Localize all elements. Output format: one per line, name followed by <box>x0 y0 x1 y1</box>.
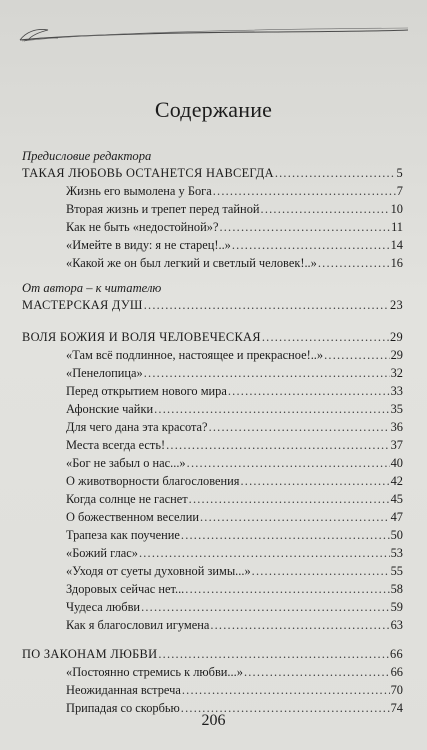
toc-entry-title: Афонские чайки <box>66 402 154 416</box>
toc-entry[interactable] <box>66 618 403 633</box>
toc-heading-title: ВОЛЯ БОЖИЯ И ВОЛЯ ЧЕЛОВЕЧЕСКАЯ <box>22 330 261 344</box>
leader-dots <box>210 618 389 633</box>
toc-entry[interactable] <box>66 683 403 698</box>
toc-page-number: 16 <box>390 256 403 270</box>
toc-page-number: 74 <box>390 701 403 715</box>
leader-dots <box>252 564 390 579</box>
leader-dots <box>139 546 390 561</box>
toc-page-number: 11 <box>391 220 403 234</box>
section-intro: Предисловие редактора <box>22 149 152 163</box>
toc-entry[interactable] <box>66 202 403 217</box>
leader-dots <box>189 492 390 507</box>
toc-entry-title: О животворности благословения <box>66 474 240 488</box>
leader-dots <box>144 366 390 381</box>
toc-entry-title: Вторая жизнь и трепет перед тайной <box>66 202 260 216</box>
toc-entry[interactable] <box>66 546 403 561</box>
toc-entry-title: Перед открытием нового мира <box>66 384 227 398</box>
leader-dots <box>182 683 390 698</box>
toc-entry[interactable] <box>66 456 403 471</box>
toc-page-number: 55 <box>390 564 403 578</box>
leader-dots <box>318 256 390 271</box>
toc-page-number: 29 <box>390 330 403 344</box>
toc-page-number: 29 <box>390 348 403 362</box>
toc-heading[interactable] <box>22 647 403 662</box>
toc-entry[interactable] <box>66 238 403 253</box>
section-intro: От автора – к читателю <box>22 281 162 295</box>
toc-page-number: 40 <box>390 456 403 470</box>
toc-entry-title: «Уходя от суеты духовной зимы...» <box>66 564 251 578</box>
toc-entry-title: Жизнь его вымолена у Бога <box>66 184 212 198</box>
toc-entry-title: Припадая со скорбью <box>66 701 180 715</box>
toc-entry[interactable] <box>66 402 403 417</box>
toc-entry[interactable] <box>66 184 403 199</box>
toc-entry[interactable] <box>66 220 403 235</box>
leader-dots <box>244 665 390 680</box>
leader-dots <box>275 166 396 181</box>
toc-page-number: 33 <box>390 384 403 398</box>
toc-page-number: 66 <box>390 665 403 679</box>
toc-page-number: 10 <box>390 202 403 216</box>
toc-heading-title: ТАКАЯ ЛЮБОВЬ ОСТАНЕТСЯ НАВСЕГДА <box>22 166 274 180</box>
toc-page-number: 36 <box>390 420 403 434</box>
toc-entry[interactable] <box>66 256 403 271</box>
toc-entry-title: «Пенелопица» <box>66 366 143 380</box>
leader-dots <box>232 238 390 253</box>
toc-heading-title: ПО ЗАКОНАМ ЛЮБВИ <box>22 647 158 661</box>
toc-page-number: 37 <box>390 438 403 452</box>
toc-page-number: 42 <box>390 474 403 488</box>
toc-entry[interactable] <box>66 384 403 399</box>
toc-entry-title: Когда солнце не гаснет <box>66 492 188 506</box>
toc-entry[interactable] <box>66 474 403 489</box>
toc-entry-title: Неожиданная встреча <box>66 683 181 697</box>
leader-dots <box>261 202 390 217</box>
toc-entry-title: Как не быть «недостойной»? <box>66 220 219 234</box>
toc-entry[interactable] <box>66 510 403 525</box>
leader-dots <box>144 298 389 313</box>
toc-page-number: 59 <box>390 600 403 614</box>
leader-dots <box>200 510 390 525</box>
leader-dots <box>154 402 390 417</box>
toc-page-number: 32 <box>390 366 403 380</box>
toc-entry[interactable] <box>66 420 403 435</box>
page-title: Содержание <box>154 97 273 122</box>
toc-page-number: 35 <box>390 402 403 416</box>
toc-entry[interactable] <box>66 348 403 363</box>
toc-entry[interactable] <box>66 564 403 579</box>
toc-entry-title: «Имейте в виду: я не старец!..» <box>66 238 231 252</box>
toc-entry-title: «Какой же он был легкий и светлый человек!..» <box>66 256 317 270</box>
toc-entry[interactable] <box>66 366 403 381</box>
leader-dots <box>185 582 389 597</box>
leader-dots <box>166 438 389 453</box>
leader-dots <box>324 348 390 363</box>
leader-dots <box>181 528 390 543</box>
toc-page-number: 45 <box>390 492 403 506</box>
toc-entry-title: Чудеса любви <box>66 600 141 614</box>
toc-entry[interactable] <box>66 600 403 615</box>
toc-entry[interactable] <box>66 528 403 543</box>
toc-page-number: 47 <box>390 510 403 524</box>
toc-entry[interactable] <box>66 665 403 680</box>
leader-dots <box>141 600 390 615</box>
leader-dots <box>209 420 390 435</box>
toc-page-number: 14 <box>390 238 403 252</box>
leader-dots <box>219 220 390 235</box>
leader-dots <box>262 330 389 345</box>
toc-entry-title: Для чего дана эта красота? <box>66 420 208 434</box>
leader-dots <box>240 474 389 489</box>
leader-dots <box>158 647 389 662</box>
toc-page-number: 70 <box>390 683 403 697</box>
toc-page-number: 58 <box>390 582 403 596</box>
toc-entry[interactable] <box>66 438 403 453</box>
leader-dots <box>187 456 390 471</box>
toc-page-number: 53 <box>390 546 403 560</box>
toc-page-number: 7 <box>396 184 403 198</box>
toc-heading[interactable] <box>22 298 403 313</box>
toc-page-number: 63 <box>390 618 403 632</box>
page-number-footer: 206 <box>201 712 226 729</box>
toc-heading-title: МАСТЕРСКАЯ ДУШ <box>22 298 143 312</box>
toc-page-number: 66 <box>390 647 403 661</box>
toc-entry-title: О божественном веселии <box>66 510 199 524</box>
toc-entry[interactable] <box>66 492 403 507</box>
toc-heading[interactable] <box>22 330 403 345</box>
toc-entry-title: Как я благословил игумена <box>66 618 210 632</box>
toc-entry[interactable] <box>66 582 403 597</box>
toc-page-number: 5 <box>396 166 403 180</box>
toc-entry-title: «Там всё подлинное, настоящее и прекрасное!..» <box>66 348 324 362</box>
toc-entry-title: Здоровых сейчас нет... <box>66 582 185 596</box>
toc-entry-title: Трапеза как поучение <box>66 528 180 542</box>
leader-dots <box>228 384 390 399</box>
toc-entry-title: «Божий глас» <box>66 546 138 560</box>
toc-entry-title: «Бог не забыл о нас...» <box>66 456 186 470</box>
toc-entry-title: Места всегда есть! <box>66 438 166 452</box>
toc-heading[interactable] <box>22 166 403 181</box>
toc-page-number: 50 <box>390 528 403 542</box>
toc-entry-title: «Постоянно стремись к любви...» <box>66 665 243 679</box>
leader-dots <box>213 184 396 199</box>
toc-page-number: 23 <box>390 298 403 312</box>
